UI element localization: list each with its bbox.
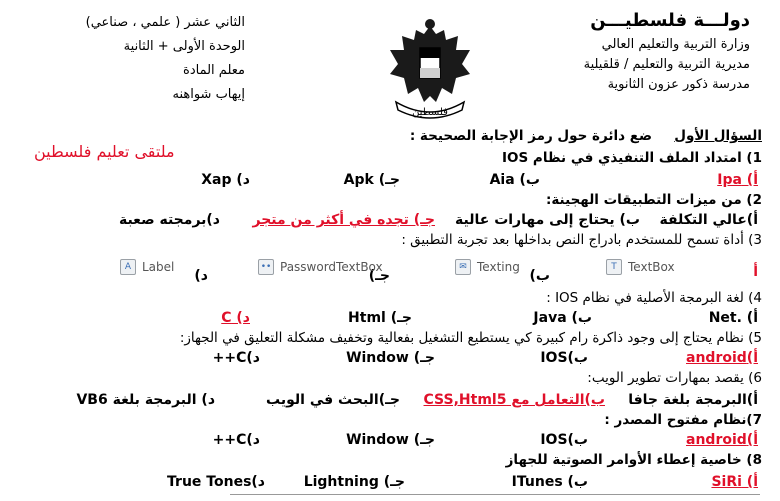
- password-control-label: PasswordTextBox: [280, 260, 383, 274]
- item-6-option-d[interactable]: د) البرمجة بلغة VB6: [76, 392, 215, 408]
- item-3-option-a[interactable]: أ: [753, 264, 758, 280]
- item-3-stem: 3) أداة تسمح للمستخدم بادراج النص بداخلها بعد تجربة التطبيق :: [401, 232, 762, 248]
- item-5-option-a[interactable]: أ)android: [686, 350, 758, 366]
- teacher-label: معلم المادة: [183, 63, 245, 78]
- item-6-option-a[interactable]: أ)البرمجة بلغة جافا: [628, 392, 758, 408]
- textbox-control-label: TextBox: [628, 260, 675, 274]
- item-3-control-a[interactable]: [606, 254, 675, 280]
- item-7-option-a[interactable]: أ)android: [686, 432, 758, 448]
- item-7-stem: 7)نظام مفتوح المصدر :: [604, 412, 762, 428]
- item-2-option-a[interactable]: أ)عالي التكلفة: [659, 212, 758, 228]
- directorate-line: مديرية التربية والتعليم / قلقيلية: [583, 57, 750, 72]
- password-textbox-icon: ••: [258, 259, 274, 275]
- item-3-option-b[interactable]: ب): [529, 268, 550, 284]
- item-3-option-c[interactable]: جـ): [368, 268, 390, 284]
- item-1-option-a[interactable]: أ) Ipa: [717, 172, 758, 188]
- item-3-control-d[interactable]: [120, 254, 174, 280]
- item-3-control-b[interactable]: [455, 254, 520, 280]
- item-3-control-c[interactable]: [258, 254, 383, 280]
- teacher-name: إيهاب شواهنه: [172, 87, 245, 102]
- item-5-option-d[interactable]: د)C++: [212, 350, 260, 366]
- item-6-option-c[interactable]: جـ)البحث في الويب: [266, 392, 400, 408]
- ministry-line: وزارة التربية والتعليم العالي: [601, 37, 750, 52]
- item-2-option-b[interactable]: ب) يحتاج إلى مهارات عالية: [455, 212, 640, 228]
- palestine-emblem-icon: [386, 18, 474, 122]
- item-6-stem: 6) يقصد بمهارات تطوير الويب:: [587, 370, 762, 386]
- item-1-option-c[interactable]: جـ) Apk: [343, 172, 400, 188]
- item-8-option-d[interactable]: د)True Tones: [167, 474, 265, 490]
- textbox-icon: T: [606, 259, 622, 275]
- label-icon: A: [120, 259, 136, 275]
- item-4-option-a[interactable]: أ) .Net: [708, 310, 758, 326]
- item-6-option-b[interactable]: ب)التعامل مع CSS,Html5: [423, 392, 605, 408]
- item-2-option-d[interactable]: د)برمجته صعبة: [118, 212, 220, 228]
- grade-line: الثاني عشر ( علمي ، صناعي): [85, 15, 245, 30]
- item-4-stem: 4) لغة البرمجة الأصلية في نظام IOS :: [546, 290, 762, 306]
- item-8-stem: 8) خاصية إعطاء الأوامر الصوتية للجهاز: [505, 452, 762, 468]
- label-control-label: Label: [142, 260, 175, 274]
- item-7-option-c[interactable]: جـ) Window: [346, 432, 435, 448]
- item-1-option-b[interactable]: ب) Aia: [489, 172, 540, 188]
- question-title: السؤال الأول: [674, 128, 762, 144]
- item-4-option-d[interactable]: د) C: [221, 310, 250, 326]
- item-4-option-c[interactable]: جـ) Html: [348, 310, 412, 326]
- state-title: دولـــة فلسطيـــن: [590, 10, 750, 31]
- school-line: مدرسة ذكور عزون الثانوية: [607, 77, 750, 92]
- item-2-stem: 2) من ميزات التطبيقات الهجينة:: [545, 192, 762, 208]
- texting-control-label: Texting: [477, 260, 520, 274]
- forum-label: ملتقى تعليم فلسطين: [34, 142, 175, 161]
- item-4-option-b[interactable]: ب) Java: [533, 310, 592, 326]
- texting-icon: ✉: [455, 259, 471, 275]
- item-1-stem: 1) امتداد الملف التنفيذي في نظام IOS: [502, 150, 762, 166]
- item-3-option-d[interactable]: د): [194, 268, 208, 284]
- item-7-option-b[interactable]: ب)IOS: [540, 432, 588, 448]
- svg-text:فلسطين: فلسطين: [412, 107, 448, 118]
- item-8-option-a[interactable]: أ) SiRi: [711, 474, 758, 490]
- item-7-option-d[interactable]: د)C++: [212, 432, 260, 448]
- item-5-stem: 5) نظام يحتاج إلى وجود ذاكرة رام كبيرة كي يستطيع التشغيل بفعالية وتخفيف مشكلة التعليق في الجهاز:: [179, 330, 762, 346]
- unit-line: الوحدة الأولى + الثانية: [123, 39, 245, 54]
- item-8-option-c[interactable]: جـ) Lightning: [303, 474, 405, 490]
- item-2-option-c[interactable]: جـ) تجده في أكثر من متجر: [252, 212, 435, 228]
- item-8-option-b[interactable]: ب) ITunes: [511, 474, 588, 490]
- item-5-option-c[interactable]: جـ) Window: [346, 350, 435, 366]
- item-5-option-b[interactable]: ب)IOS: [540, 350, 588, 366]
- question-instruction: ضع دائرة حول رمز الإجابة الصحيحة :: [409, 128, 652, 144]
- item-1-option-d[interactable]: د) Xap: [201, 172, 250, 188]
